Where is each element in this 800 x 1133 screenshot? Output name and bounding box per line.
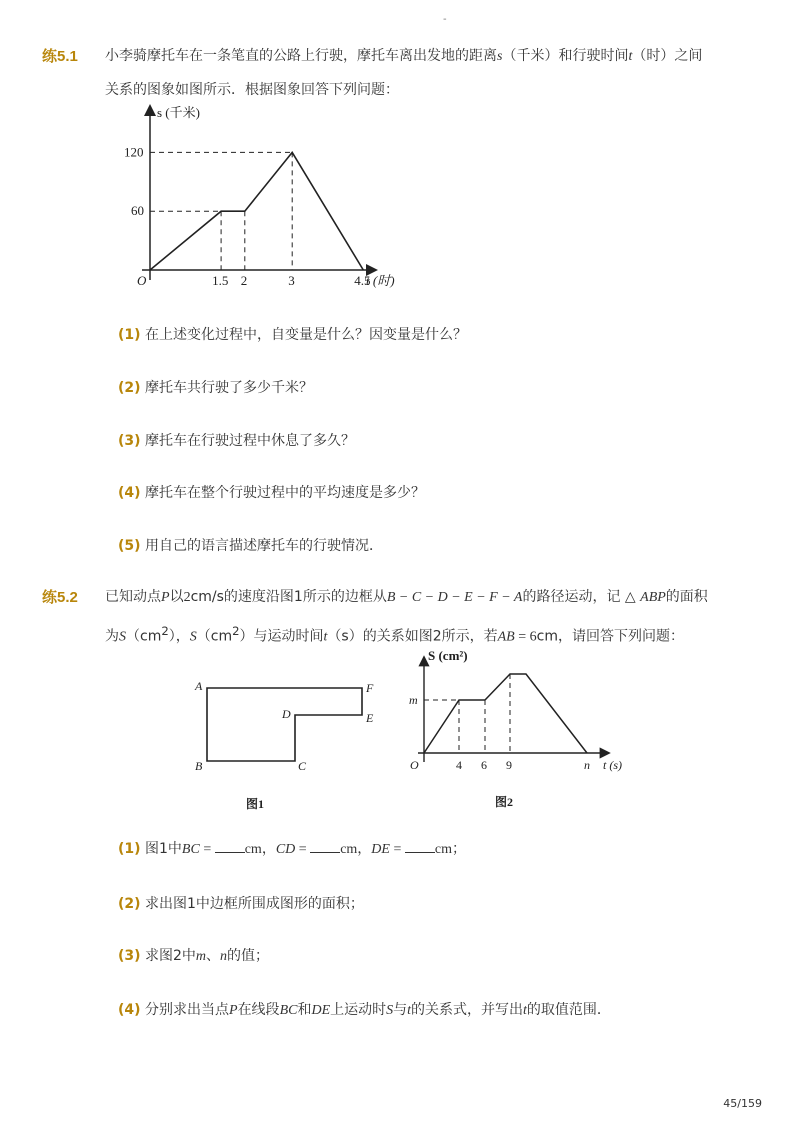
point-C: C [298,759,307,773]
figure-2-graph [400,640,640,820]
var-AB: AB [497,629,515,645]
question-number: (3) [118,948,141,964]
ex2-question-1 [118,838,466,858]
figure-2-caption: 图2 [495,795,514,809]
sup-2: 2 [232,624,240,638]
var-P: P [161,590,170,605]
var-t: t [323,629,328,645]
ex2-text: cm，请回答下列问题： [536,628,684,645]
question-text: 、 [206,948,221,964]
question-number: (4) [118,1002,141,1018]
ex2-text: ）与运动时间 [239,628,324,645]
unit: cm， [340,842,372,857]
var-CD: CD [275,842,296,857]
var-s: s [497,49,503,64]
ex2-question-2 [118,893,364,913]
ex1-question-1 [118,324,467,344]
question-text: 图1中 [145,841,182,857]
eq: = [514,629,530,645]
sup-2: 2 [161,624,169,638]
fig2-m-tick: m [409,693,418,707]
distance-time-graph [120,95,420,300]
question-text: 在线段 [237,1002,280,1018]
eq: = [389,842,405,857]
fig2-y-axis-label: S (cm²) [428,648,468,663]
unit: cm， [244,842,276,857]
question-number: (4) [118,485,141,501]
point-A: A [195,679,203,693]
y-tick-60: 60 [131,203,144,219]
ex2-text: 为 [105,628,119,645]
question-text: 求出图1中边框所围成图形的面积； [145,896,364,912]
frame-outline [207,688,362,761]
question-text: 上运动时 [330,1002,387,1018]
x-tick-1.5: 1.5 [212,273,229,288]
var-m: m [195,949,207,964]
ex2-text: （cm [126,628,162,645]
eq: = [295,842,311,857]
eq: = [199,842,215,857]
ex1-line2: 关系的图象如图所示．根据图象回答下列问题： [105,82,399,98]
x-tick-3: 3 [288,273,295,288]
ex1-question-4 [118,482,425,502]
x-axis-label: t (时) [366,273,395,288]
var-t: t [628,49,633,64]
top-mark: - [443,14,447,25]
ex1-text: （千米）和行驶时间 [502,48,629,64]
question-number: (3) [118,433,141,449]
var-S: S [386,1003,394,1018]
ex2-text: ）， [168,628,190,645]
fig2-origin: O [410,758,419,772]
question-text: 的取值范围． [526,1002,611,1018]
fig2-tick-6: 6 [481,758,487,772]
question-number: (1) [118,841,141,857]
point-B: B [195,759,203,773]
question-text: 与 [393,1002,408,1018]
ex1-question-3 [118,430,355,450]
question-number: (5) [118,538,141,554]
ex2-text: 的面积 [665,589,708,605]
point-D: D [282,707,291,721]
ex2-text: 已知动点 [105,589,161,605]
ex2-question-3 [118,945,269,965]
x-tick-2: 2 [240,273,248,288]
ex1-text: （时）之间 [632,48,703,64]
ex2-text: 的路径运动，记 △ [522,589,641,605]
question-text: 和 [297,1002,312,1018]
exercise-label-5-2: 练5.2 [42,589,78,606]
answer-blank[interactable] [215,840,245,853]
origin-label: O [137,273,147,288]
fig2-tick-9: 9 [506,758,512,772]
question-text: 摩托车在整个行驶过程中的平均速度是多少？ [145,485,425,501]
question-text: 分别求出当点 [145,1002,229,1018]
var-t: t [407,1003,412,1018]
point-E: E [366,711,374,725]
fig2-x-axis-label: t (s) [603,758,622,772]
question-text: 求图2中 [145,948,196,964]
question-text: 摩托车在行驶过程中休息了多久？ [145,433,355,449]
area-time-line [424,674,587,753]
question-number: (2) [118,896,141,912]
var-BC: BC [279,1003,298,1018]
var-t: t [523,1003,527,1018]
ex2-text: 以 [169,589,184,605]
point-F: F [366,681,374,695]
answer-blank[interactable] [310,840,340,853]
path-expr: B − C − D − E − F − A [386,590,523,605]
unit: cm； [434,842,466,857]
y-tick-120: 120 [124,144,144,160]
figure-1-frame [190,672,390,817]
question-number: (2) [118,380,141,396]
var-BC: BC [181,842,200,857]
question-text: 用自己的语言描述摩托车的行驶情况． [145,538,383,554]
question-text: 的关系式，并写出 [411,1002,524,1018]
var-S: S [119,629,126,645]
ex1-text: 小李骑摩托车在一条笔直的公路上行驶，摩托车离出发地的距离 [105,48,497,64]
var-DE: DE [371,842,390,857]
x-tick-4.5: 4.5 [354,273,371,288]
var-P: P [229,1003,238,1018]
ex2-text: （cm [196,628,233,645]
question-text: 在上述变化过程中，自变量是什么？因变量是什么？ [145,327,467,343]
var-n: n [220,949,228,964]
question-text: 的值； [227,948,270,964]
ex1-question-2 [118,377,313,397]
answer-blank[interactable] [405,840,435,853]
page-number: 45/159 [723,1097,762,1110]
fig2-tick-n: n [584,758,590,772]
figure-1-caption: 图1 [246,797,265,811]
ex2-line1 [105,587,708,608]
y-axis-label: s (千米) [157,105,200,120]
num-2: 2 [183,590,191,605]
ex2-question-4 [118,999,611,1019]
exercise-label-5-1: 练5.1 [42,48,78,65]
num-6: 6 [529,629,537,645]
var-DE: DE [311,1003,331,1018]
var-ABP: ABP [640,590,666,605]
ex1-line1 [105,46,702,67]
question-text: 摩托车共行驶了多少千米？ [145,380,313,396]
question-number: (1) [118,327,141,343]
ex2-text: （s）的关系如图2所示，若 [327,628,498,645]
fig2-tick-4: 4 [456,758,462,772]
ex1-question-5 [118,535,383,555]
ex2-text: cm/s的速度沿图1所示的边框从 [190,589,387,605]
var-S: S [189,629,197,645]
